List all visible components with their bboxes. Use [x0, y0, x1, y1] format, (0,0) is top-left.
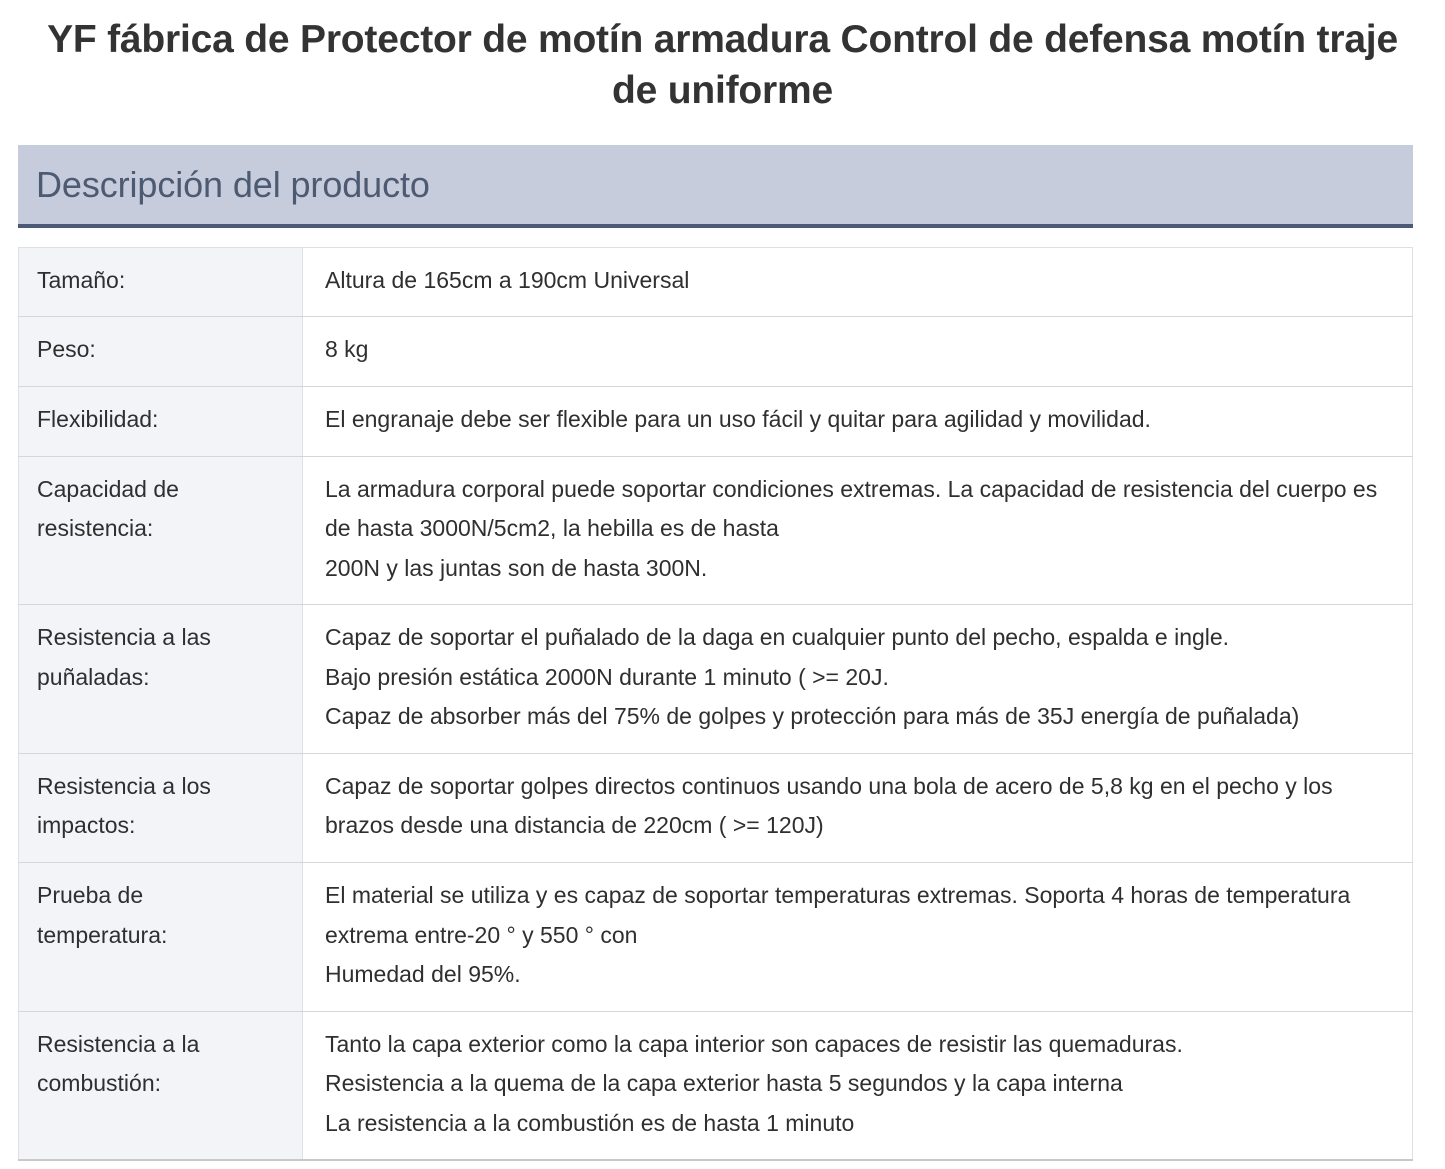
- spec-value-line: 8 kg: [325, 336, 369, 363]
- spec-value-line: La armadura corporal puede soportar condiciones extremas. La capacidad de resistencia del cuerpo es de hasta 3000N/5cm2, la hebilla es de hasta: [325, 475, 1378, 542]
- spec-label-cell: [19, 317, 303, 387]
- table-row: [19, 387, 1413, 457]
- spec-value-line: Bajo presión estática 2000N durante 1 minuto ( >= 20J.: [325, 663, 889, 690]
- spec-label-line: Tamaño:: [37, 266, 126, 293]
- page-title: YF fábrica de Protector de motín armadura Control de defensa motín traje de uniforme: [47, 18, 1398, 113]
- spec-value-cell: [303, 862, 1413, 1011]
- spec-label-cell: [19, 1011, 303, 1160]
- spec-label-line: resistencia:: [37, 515, 154, 542]
- spec-value-line: El engranaje debe ser flexible para un uso fácil y quitar para agilidad y movilidad.: [325, 406, 1151, 433]
- spec-label-line: Flexibilidad:: [37, 406, 159, 433]
- spec-label-line: Peso:: [37, 336, 96, 363]
- spec-label-cell: [19, 456, 303, 605]
- table-row: [19, 247, 1413, 317]
- spec-label-line: Capacidad de: [37, 475, 179, 502]
- spec-value-cell: [303, 387, 1413, 457]
- spec-label-line: combustión:: [37, 1070, 162, 1097]
- table-row: [19, 317, 1413, 387]
- spec-value-line: 200N y las juntas son de hasta 300N.: [325, 554, 708, 581]
- spec-value-cell: [303, 1011, 1413, 1160]
- table-row: [19, 753, 1413, 862]
- spec-label-cell: [19, 605, 303, 754]
- spec-value-line: Resistencia a la quema de la capa exterior hasta 5 segundos y la capa interna: [325, 1070, 1123, 1097]
- table-row: [19, 862, 1413, 1011]
- spec-label-line: impactos:: [37, 812, 136, 839]
- table-row: [19, 456, 1413, 605]
- spec-value-line: Capaz de absorber más del 75% de golpes y protección para más de 35J energía de puñalada): [325, 703, 1300, 730]
- spec-value-line: La resistencia a la combustión es de hasta 1 minuto: [325, 1109, 855, 1136]
- table-row: [19, 605, 1413, 754]
- spec-value-line: Tanto la capa exterior como la capa interior son capaces de resistir las quemaduras.: [325, 1030, 1183, 1057]
- spec-label-line: Resistencia a las: [37, 624, 211, 651]
- spec-label-cell: [19, 387, 303, 457]
- spec-label-cell: [19, 753, 303, 862]
- spec-value-line: El material se utiliza y es capaz de soportar temperaturas extremas. Soporta 4 horas de temperatura extrema entre-20 ° y 550 ° con: [325, 881, 1351, 948]
- spec-value-line: Capaz de soportar golpes directos continuos usando una bola de acero de 5,8 kg en el pecho y los brazos desde una distancia de 220cm ( >= 120J): [325, 772, 1333, 839]
- spec-label-cell: [19, 862, 303, 1011]
- spec-value-cell: [303, 605, 1413, 754]
- spec-label-line: temperatura:: [37, 921, 168, 948]
- spec-value-line: Humedad del 95%.: [325, 961, 521, 988]
- spec-label-line: Prueba de: [37, 881, 144, 908]
- spec-label-line: puñaladas:: [37, 663, 150, 690]
- section-header-bar: [18, 145, 1413, 228]
- product-specification-table: [18, 247, 1413, 1161]
- spec-value-cell: [303, 456, 1413, 605]
- spec-table-body: [19, 247, 1413, 1160]
- spec-value-line: Altura de 165cm a 190cm Universal: [325, 266, 690, 293]
- spec-value-line: Capaz de soportar el puñalado de la daga en cualquier punto del pecho, espalda e ingle.: [325, 624, 1230, 651]
- section-header-title: Descripción del producto: [36, 163, 430, 205]
- table-row: [19, 1011, 1413, 1160]
- spec-value-cell: [303, 247, 1413, 317]
- spec-label-line: Resistencia a los: [37, 772, 211, 799]
- spec-label-cell: [19, 247, 303, 317]
- spec-value-cell: [303, 753, 1413, 862]
- spec-value-cell: [303, 317, 1413, 387]
- spec-label-line: Resistencia a la: [37, 1030, 200, 1057]
